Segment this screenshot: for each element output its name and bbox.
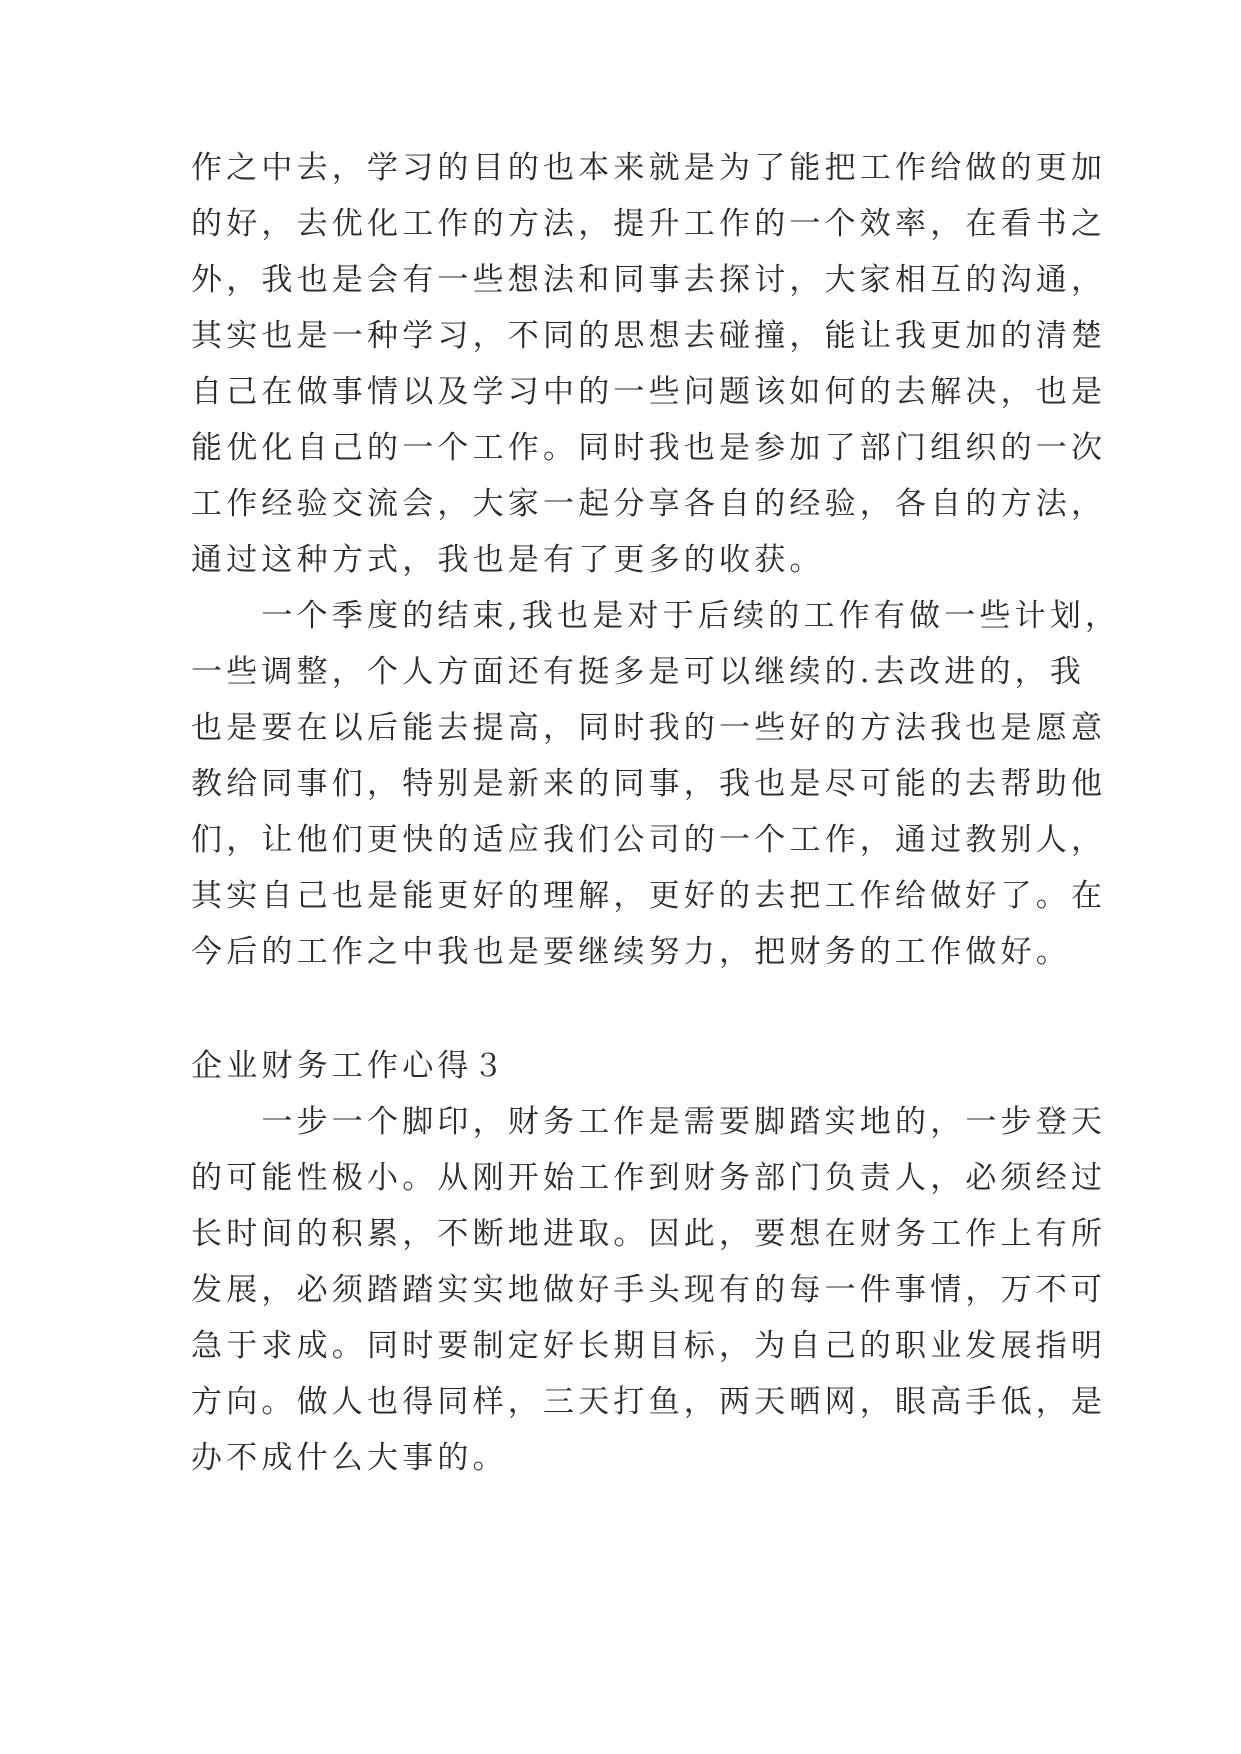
paragraph-line: 作之中去，学习的目的也本来就是为了能把工作给做的更加 [191,150,1107,186]
paragraph-line: 教给同事们，特别是新来的同事，我也是尽可能的去帮助他 [191,766,1107,802]
paragraph-line: 们，让他们更快的适应我们公司的一个工作，通过教别人， [191,822,1107,858]
paragraph-line: 自己在做事情以及学习中的一些问题该如何的去解决，也是 [191,374,1107,410]
section-heading: 企业财务工作心得３ [191,1048,508,1084]
paragraph-line: 也是要在以后能去提高，同时我的一些好的方法我也是愿意 [191,710,1107,746]
paragraph-line: 外，我也是会有一些想法和同事去探讨，大家相互的沟通， [191,262,1107,298]
paragraph-line: 通过这种方式，我也是有了更多的收获。 [191,542,825,578]
paragraph-line: 的好，去优化工作的方法，提升工作的一个效率，在看书之 [191,206,1107,242]
paragraph-line: 的可能性极小。从刚开始工作到财务部门负责人，必须经过 [191,1160,1107,1196]
paragraph-line: 一个季度的结束,我也是对于后续的工作有做一些计划， [191,598,1121,634]
paragraph-line: 今后的工作之中我也是要继续努力，把财务的工作做好。 [191,934,1071,970]
paragraph-line: 其实自己也是能更好的理解，更好的去把工作给做好了。在 [191,878,1107,914]
paragraph-line: 发展，必须踏踏实实地做好手头现有的每一件事情，万不可 [191,1272,1107,1308]
paragraph-line: 办不成什么大事的。 [191,1440,508,1476]
paragraph-line: 急于求成。同时要制定好长期目标，为自己的职业发展指明 [191,1328,1107,1364]
paragraph-line: 一步一个脚印，财务工作是需要脚踏实地的，一步登天 [191,1104,1107,1140]
paragraph-line: 其实也是一种学习，不同的思想去碰撞，能让我更加的清楚 [191,318,1107,354]
paragraph-line: 一些调整，个人方面还有挺多是可以继续的.去改进的，我 [191,654,1086,690]
paragraph-line: 能优化自己的一个工作。同时我也是参加了部门组织的一次 [191,430,1107,466]
paragraph-line: 工作经验交流会，大家一起分享各自的经验，各自的方法， [191,486,1107,522]
paragraph-line: 长时间的积累，不断地进取。因此，要想在财务工作上有所 [191,1216,1107,1252]
paragraph-line: 方向。做人也得同样，三天打鱼，两天晒网，眼高手低，是 [191,1384,1107,1420]
